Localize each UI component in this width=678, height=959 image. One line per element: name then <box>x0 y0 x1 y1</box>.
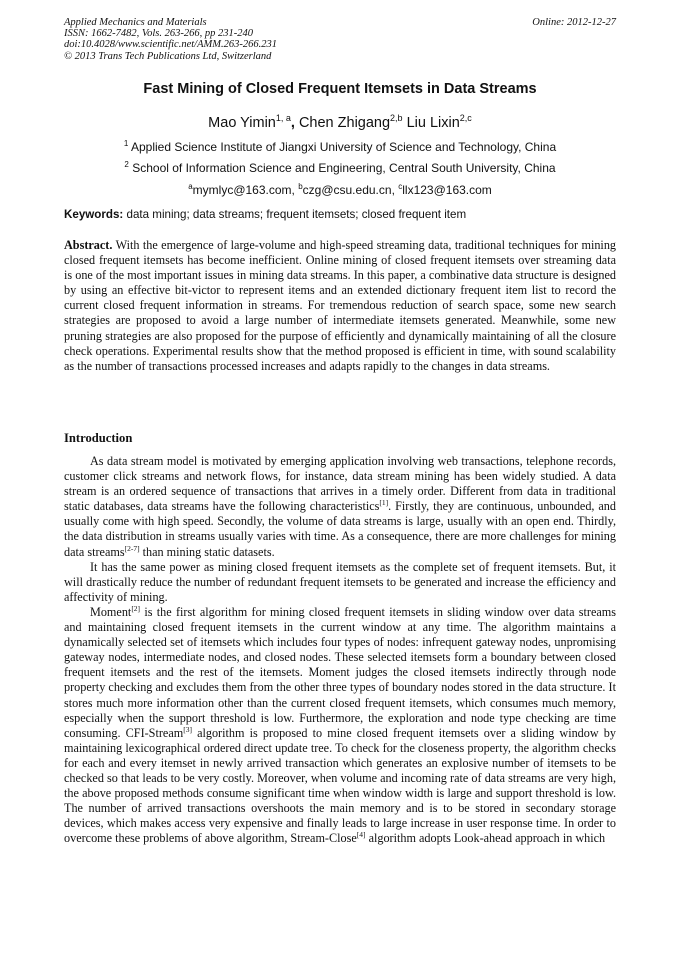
email-link[interactable]: czg@csu.edu.cn <box>302 183 392 197</box>
email-list: $^a$mymlyc@163.com, $^b$czg@csu.edu.cn, $^c$llx123@163.com <box>188 182 492 197</box>
journal-name: Applied Mechanics and Materials <box>64 17 207 28</box>
abstract <box>64 238 616 374</box>
journal-header <box>64 17 616 62</box>
author-sup: 1, a <box>275 113 291 123</box>
affiliation-1: $^1$ Applied Science Institute of Jiangxi University of Science and Technology, China <box>123 139 557 154</box>
paragraph: Moment[2] is the first algorithm for mining closed frequent itemsets in sliding window over data streams and maintaining closed frequent itemsets in the current window at any time. The algorithm maintains a dynamically selected set of itemsets which includes four types of nodes: infrequent gateway nodes, unpromising gateway nodes, intermediate nodes, and closed nodes. These selected itemsets form a boundary between closed frequent itemsets and the rest of the itemsets. Moment judges the closed itemsets indirectly through node property checking and excludes them from the other three types of boundary nodes stored in the data structure. It stores much more information other than the current closed frequent itemsets, which consumes much memory, especially when the support threshold is low. Furthermore, the exploration and node type checking are time consuming. CFI-Stream[3] algorithm is proposed to mine closed frequent itemsets over a sliding window by maintaining lexicographical ordered direct update tree. To check for the closeness property, the algorithm checks for each and every itemset in newly arrived transaction which generates an explosive number of itemsets to be checked so that leads to be very costly. Moreover, when volume and incoming rate of data streams are very high, the above proposed methods consume significant time when window width is large and support threshold is low. The number of arrived transactions overshoots the main memory and is to be stored in secondary storage devices, which makes access very expensive and finally leads to large increase in user response time. In order to overcome these problems of above algorithm, Stream-Close[4] algorithm adopts Look-ahead approach in which <box>64 603 616 846</box>
section-heading-introduction: Introduction <box>64 431 133 445</box>
affiliation-2: $^2$ School of Information Science and Engineering, Central South University, China <box>124 160 556 175</box>
issn-line: ISSN: 1662-7482, Vols. 263-266, pp 231-240 <box>64 28 253 40</box>
abstract-label: Abstract. <box>64 238 113 252</box>
author-sup: 2,b <box>390 113 403 123</box>
citation-link[interactable]: [2] <box>131 603 141 613</box>
author-list: Mao Yimin$^{1, a}$, Chen Zhigang$^{2,b}$ Liu Lixin$^{2,c}$ <box>208 113 472 131</box>
email-link[interactable]: mymlyc@163.com <box>192 183 292 197</box>
doi-line: doi:10.4028/www.scientific.net/AMM.263-266.231 <box>64 39 277 51</box>
online-date: Online: 2012-12-27 <box>532 17 616 28</box>
citation-link[interactable]: [2-7] <box>124 543 140 553</box>
author-name: Chen Zhigang <box>298 114 391 131</box>
author-name: Liu Lixin <box>406 114 460 131</box>
paragraph: As data stream model is motivated by emerging application involving web transactions, telephone records, customer click streams and network flows, for instance, data stream mining has been widely studied. A data stream is an ordered sequence of transactions that arrives in a timely order. Different from data in traditional static databases, data streams have the following characteristics[1]. Firstly, they are continuous, unbounded, and usually come with high speed. Secondly, the volume of data streams is large, usually with an open end. Thirdly, the data distribution in streams usually varies with time. As a consequence, there are more challenges for mining data streams[2-7] than mining static datasets. <box>64 454 616 559</box>
citation-link[interactable]: [3] <box>183 724 192 734</box>
citation-link[interactable]: [1] <box>379 498 389 508</box>
introduction-body <box>64 454 616 846</box>
keywords-text: data mining; data streams; frequent itemsets; closed frequent item <box>126 208 467 221</box>
keywords-label: Keywords: <box>64 208 124 221</box>
keywords <box>64 208 616 221</box>
paragraph: It has the same power as mining closed frequent itemsets as the complete set of frequent itemsets. But, it will drastically reduce the number of redundant frequent itemsets to be generated and increase the efficiency and affectivity of mining. <box>64 559 616 604</box>
citation-link[interactable]: [4] <box>356 830 366 840</box>
email-link[interactable]: llx123@163.com <box>402 183 492 197</box>
abstract-text: With the emergence of large-volume and high-speed streaming data, traditional techniques for mining closed frequent itemsets has become inefficient. Online mining of closed frequent itemsets over streaming data is one of the most important issues in mining data streams. In this paper, a combinative data structure is designed by using an effective bit-victor to represent items and an extended dictionary frequent item list to record the current closed frequent information in streams. For tremendous reduction of search space, some new search strategies are proposed to avoid a large number of intermediate itemsets generated. Meanwhile, some new pruning strategies are also proposed for the purpose of efficiently and dynamically maintaining of all the closure check operations. Experimental results show that the method proposed is efficient in time, with sound scalability as the number of transactions processed increases and adapts rapidly to the changes in data streams. <box>64 238 617 373</box>
author-sup: 2,c <box>459 113 472 123</box>
author-name: Mao Yimin <box>208 114 276 131</box>
paper-title: Fast Mining of Closed Frequent Itemsets in Data Streams <box>143 81 537 97</box>
copyright-line: © 2013 Trans Tech Publications Ltd, Switzerland <box>64 50 272 62</box>
